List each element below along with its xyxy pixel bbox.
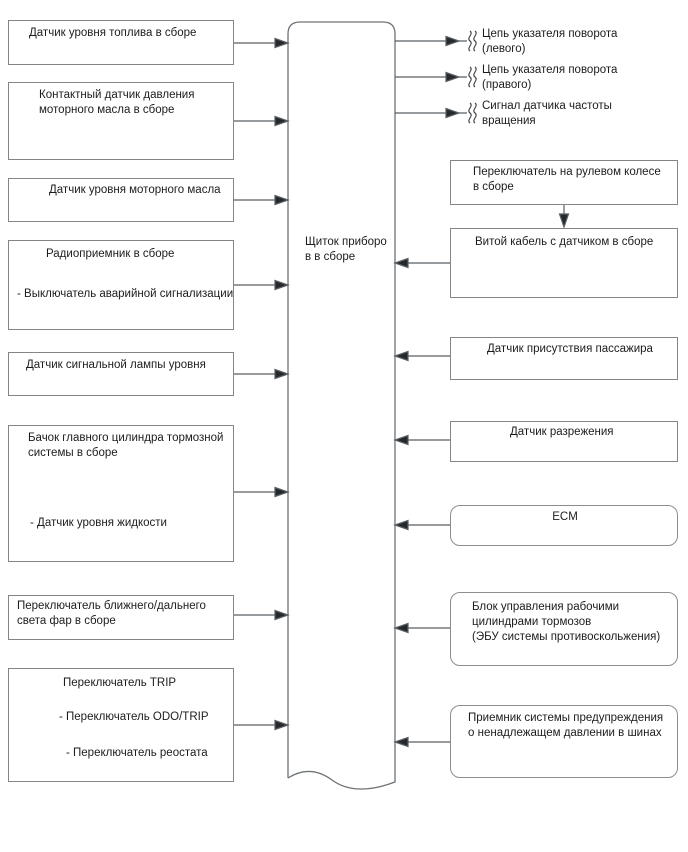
node-spiral-cable-with-sensor: Витой кабель с датчиком в сборе (450, 228, 678, 298)
break-symbol-turn-right (469, 67, 476, 87)
node-skid-control-ecu: Блок управления рабочими цилиндрами тормозов (ЭБУ системы противоскольжения) (450, 592, 678, 666)
connector-ecm (395, 521, 450, 530)
node-ecm: ECM (450, 505, 678, 546)
node-trip-switch: Переключатель TRIP - Переключатель ODO/TRIP - Переключатель реостата (8, 668, 234, 782)
circuit-speed-signal (395, 109, 467, 118)
break-symbol-turn-left (469, 31, 476, 51)
node-brake-master-cylinder-reservoir: Бачок главного цилиндра тормозной системы в сборе - Датчик уровня жидкости (8, 425, 234, 562)
connector-oil-pressure (234, 117, 288, 126)
node-fuel-level-sensor: Датчик уровня топлива в сборе (8, 20, 234, 65)
connector-warning-lamp (234, 370, 288, 379)
node-vacuum-sensor: Датчик разрежения (450, 421, 678, 462)
connector-trip-switch (234, 721, 288, 730)
node-engine-oil-level-sensor: Датчик уровня моторного масла (8, 178, 234, 222)
node-radio-receiver: Радиоприемник в сборе - Выключатель аварийной сигнализации (8, 240, 234, 330)
instrument-cluster-label: Щиток приборо в в сборе (305, 236, 387, 263)
circuit-turn-left (395, 37, 467, 46)
label-speed-sensor-signal: Сигнал датчика частоты вращения (482, 100, 612, 127)
break-symbol-speed-signal (469, 103, 476, 123)
label-turn-signal-right-circuit: Цепь указателя поворота (правого) (482, 64, 618, 91)
node-steering-pad-switch: Переключатель на рулевом колесе в сборе (450, 160, 678, 205)
connector-fuel-level (234, 39, 288, 48)
node-level-warning-lamp-sensor: Датчик сигнальной лампы уровня (8, 352, 234, 396)
node-oil-pressure-switch: Контактный датчик давления моторного масла в сборе (8, 82, 234, 160)
circuit-turn-right (395, 73, 467, 82)
node-tire-pressure-warning-receiver: Приемник системы предупреждения о ненадлежащем давлении в шинах (450, 705, 678, 778)
connector-vacuum-sensor (395, 436, 450, 445)
connector-steering-to-spiral (560, 205, 569, 227)
connector-oil-level (234, 196, 288, 205)
connector-tire-pressure (395, 738, 450, 747)
node-headlight-dimmer-switch: Переключатель ближнего/дальнего света фар в сборе (8, 595, 234, 640)
connector-spiral-cable (395, 259, 450, 268)
connector-radio (234, 281, 288, 290)
connector-dimmer-switch (234, 611, 288, 620)
instrument-cluster-shape (288, 22, 395, 789)
connector-skid-control (395, 624, 450, 633)
connector-occupant-sensor (395, 352, 450, 361)
connector-brake-reservoir (234, 488, 288, 497)
label-turn-signal-left-circuit: Цепь указателя поворота (левого) (482, 28, 618, 55)
node-occupant-presence-sensor: Датчик присутствия пассажира (450, 337, 678, 380)
